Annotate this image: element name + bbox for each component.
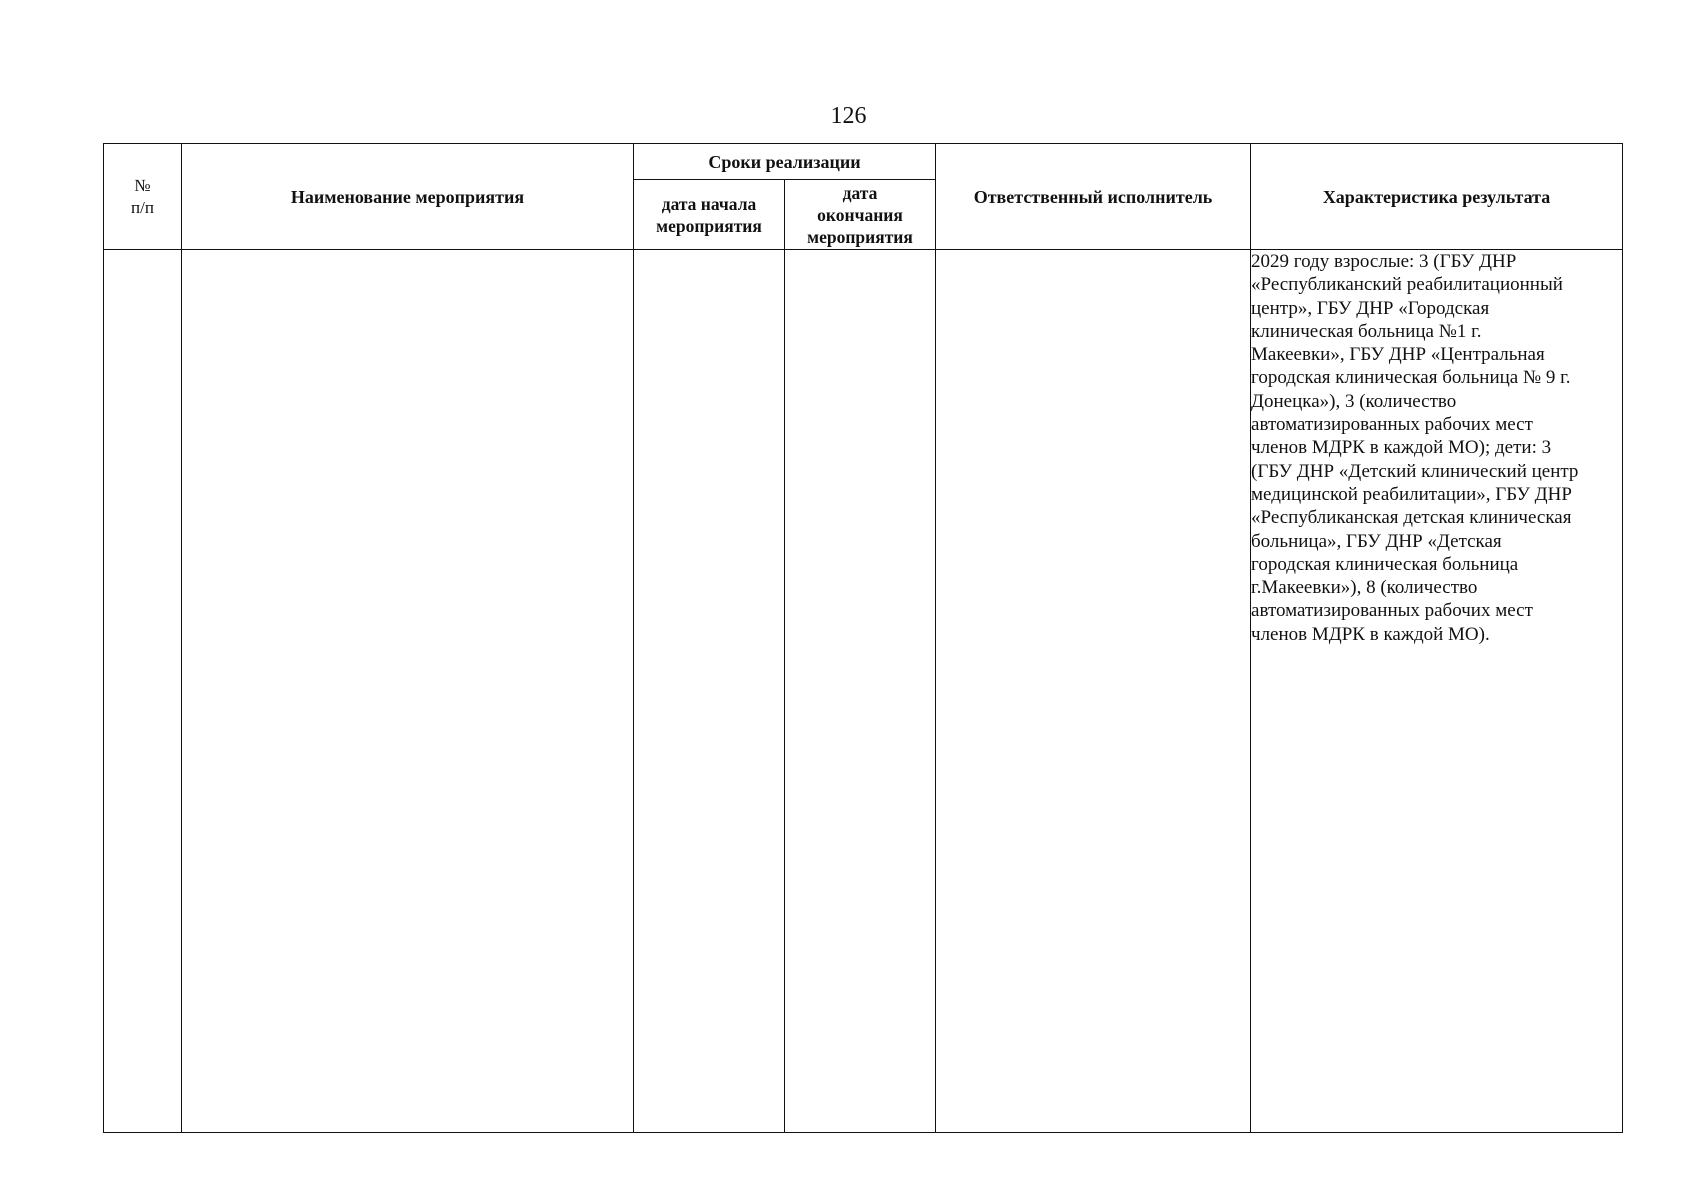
table-row [104, 250, 1623, 1133]
header-result [1251, 144, 1623, 250]
page-number: 126 [830, 103, 867, 129]
cell-end-date [785, 250, 936, 1133]
header-executor [936, 144, 1251, 250]
header-start-date [634, 180, 785, 250]
header-executor-label: Ответственный исполнитель [973, 186, 1213, 207]
cell-executor [936, 250, 1251, 1133]
header-terms-group [634, 144, 936, 180]
cell-name [182, 250, 634, 1133]
header-name-label: Наименование мероприятия [290, 186, 525, 207]
header-end-date [785, 180, 936, 250]
cell-num [104, 250, 182, 1133]
cell-start-date [634, 250, 785, 1133]
header-name [182, 144, 634, 250]
header-terms-group-label: Сроки реализации [708, 151, 861, 172]
header-start-date-label: дата начала мероприятия [656, 193, 762, 236]
table-header-row [104, 144, 1623, 180]
header-end-date-label: дата окончания мероприятия [807, 182, 913, 247]
header-num [104, 144, 182, 250]
header-num-label: № п/п [131, 175, 154, 217]
cell-result: 2029 году взрослые: 3 (ГБУ ДНР «Республиканский реабилитационный центр», ГБУ ДНР «Городская клиническая больница №1 г. Макеевки», ГБУ ДНР «Центральная городская клиническая больница № 9 г. Донецка»), 3 (количество автоматизированных рабочих мест членов МДРК в каждой МО); дети: 3 (ГБУ ДНР «Детский клинический центр медицинской реабилитации», ГБУ ДНР «Республиканская детская клиническая больница», ГБУ ДНР «Детская городская клиническая больница г.Макеевки»), 8 (количество автоматизированных рабочих мест членов МДРК в каждой МО). [1251, 250, 1623, 1133]
activities-table [103, 143, 1623, 1133]
header-result-label: Характеристика результата [1322, 186, 1551, 207]
